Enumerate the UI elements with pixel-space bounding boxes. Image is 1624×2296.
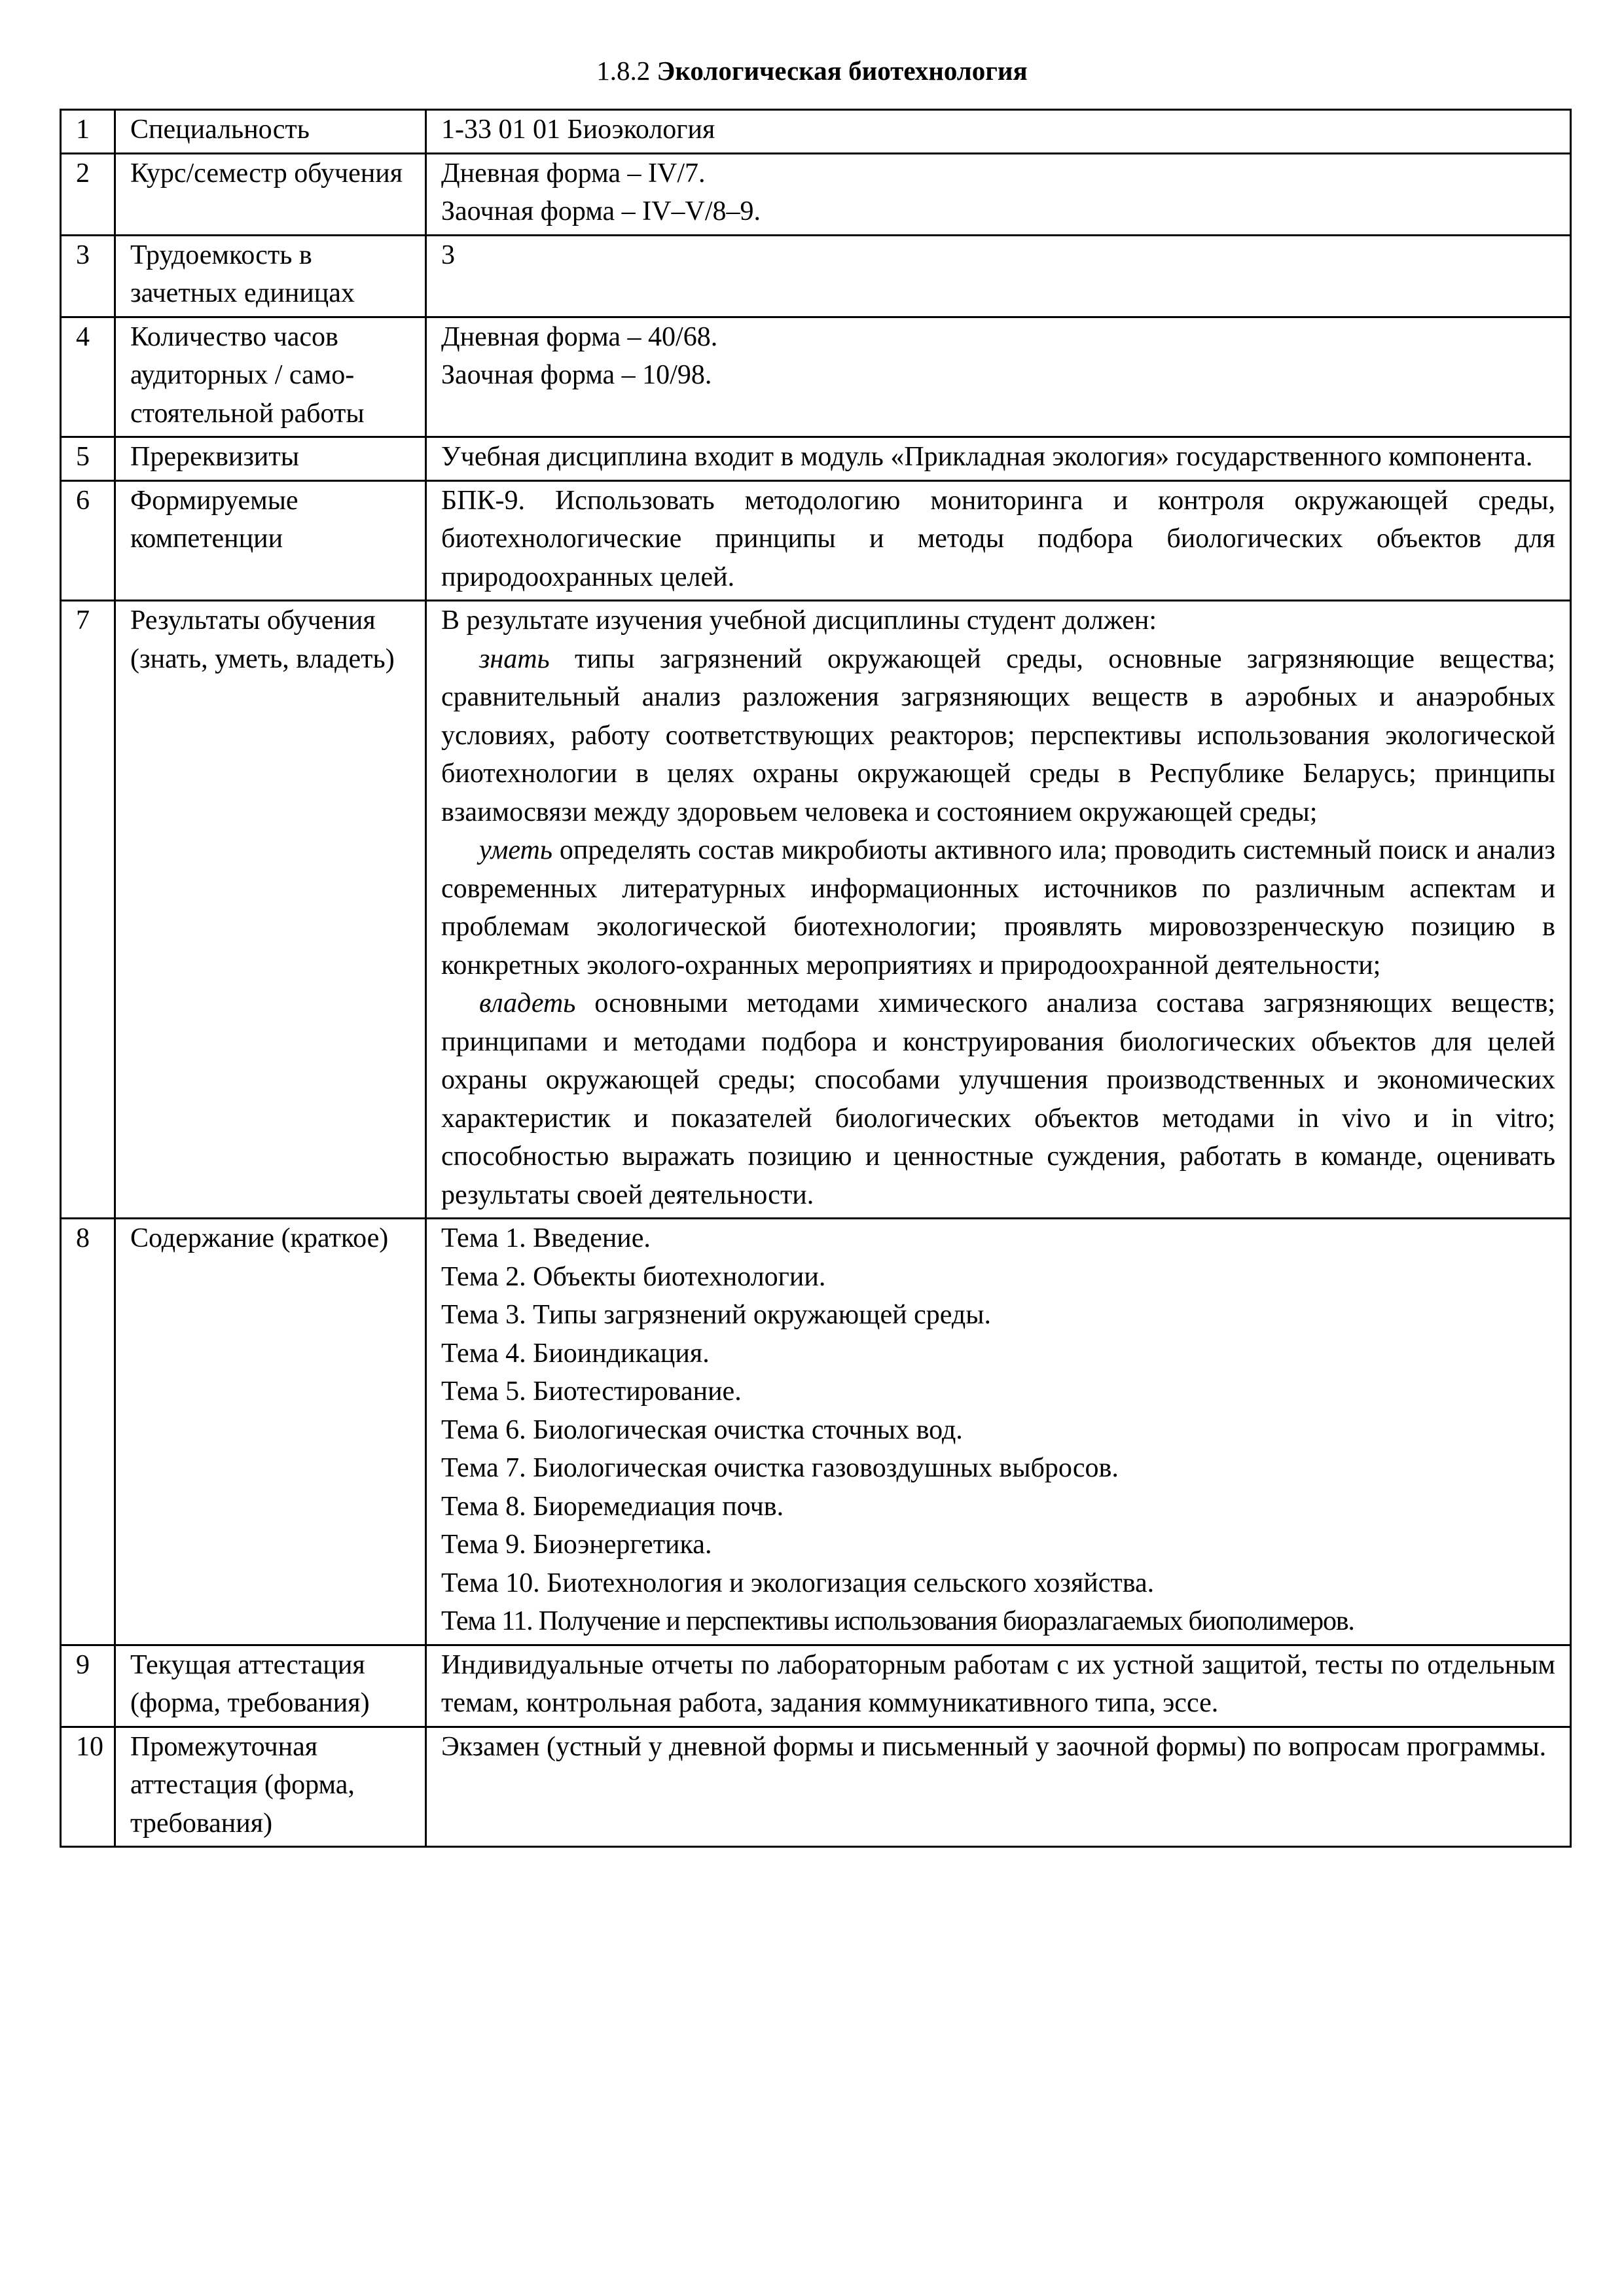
row-number: 1 bbox=[61, 110, 115, 154]
row-value bbox=[426, 153, 1571, 235]
row-number: 2 bbox=[61, 153, 115, 235]
table-row bbox=[61, 1727, 1571, 1847]
row-number: 6 bbox=[61, 480, 115, 601]
topic-item: Тема 4. Биоиндикация. bbox=[441, 1338, 710, 1369]
row-number: 10 bbox=[61, 1727, 115, 1847]
row-value bbox=[426, 235, 1571, 317]
row-label: Промежуточная аттестация (форма, требования) bbox=[115, 1727, 426, 1847]
row-number: 7 bbox=[61, 601, 115, 1219]
outcome-text: определять состав микробиоты активного ила; проводить системный поиск и анализ современных литературных информационных источников по различным аспектам и проблемам экологической биотехнологии; проявлять мировоззренческую позицию в конкретных эколого-охранных мероприятиях и природоохранной деятельности; bbox=[441, 835, 1555, 980]
table-row bbox=[61, 1645, 1571, 1727]
table-row bbox=[61, 437, 1571, 481]
value-line: Дневная форма – IV/7. bbox=[441, 158, 706, 188]
table-row bbox=[61, 110, 1571, 154]
value-line: 3 bbox=[441, 240, 455, 270]
course-info-table bbox=[60, 109, 1572, 1848]
row-number: 4 bbox=[61, 317, 115, 437]
value-line: Заочная форма – 10/98. bbox=[441, 360, 712, 390]
row-value bbox=[426, 601, 1571, 1219]
page-title bbox=[0, 54, 1624, 88]
table-row bbox=[61, 1219, 1571, 1645]
row-label: Результаты обучения (знать, уметь, владеть) bbox=[115, 601, 426, 1219]
table-row bbox=[61, 480, 1571, 601]
row-number: 5 bbox=[61, 437, 115, 481]
row-label: Курс/семестр обучения bbox=[115, 153, 426, 235]
row-label: Специальность bbox=[115, 110, 426, 154]
outcome-text: основными методами химического анализа состава загрязняющих веществ; принципами и методами подбора и конструирования биологических объектов для целей охраны окружающей среды; способами улучшения производственных и экономических характеристик и показателей биологических объектов методами in vivo и in vitro; способностью выражать позицию и ценностные суждения, работать в команде, оценивать результаты своей деятельности. bbox=[441, 988, 1555, 1210]
topic-item: Тема 9. Биоэнергетика. bbox=[441, 1530, 712, 1560]
row-label: Трудоемкость в зачетных единицах bbox=[115, 235, 426, 317]
outcome-text: типы загрязнений окружающей среды, основные загрязняющие вещества; сравнительный анализ разложения загрязняющих веществ в аэробных и анаэробных условиях, работу соответствующих реакторов; перспективы использования экологической биотехнологии в целях охраны окружающей среды в Республике Беларусь; принципы взаимосвязи между здоровьем человека и состоянием окружающей среды; bbox=[441, 643, 1555, 827]
section-title: Экологическая биотехнология bbox=[657, 56, 1028, 86]
topic-item: Тема 1. Введение. bbox=[441, 1223, 651, 1253]
topic-item: Тема 7. Биологическая очистка газовоздушных выбросов. bbox=[441, 1453, 1119, 1483]
topic-item: Тема 3. Типы загрязнений окружающей среды. bbox=[441, 1300, 991, 1330]
outcome-master bbox=[441, 984, 1555, 1214]
table-row bbox=[61, 153, 1571, 235]
table-row bbox=[61, 601, 1571, 1219]
value-line: 1-33 01 01 Биоэкология bbox=[441, 115, 715, 145]
outcome-keyword: владеть bbox=[479, 988, 576, 1018]
outcome-can bbox=[441, 831, 1555, 984]
outcome-know bbox=[441, 640, 1555, 832]
topic-item: Тема 5. Биотестирование. bbox=[441, 1376, 742, 1407]
topic-item: Тема 11. Получение и перспективы использования биоразлагаемых биополимеров. bbox=[441, 1606, 1354, 1636]
topic-item: Тема 2. Объекты биотехнологии. bbox=[441, 1261, 826, 1292]
row-number: 8 bbox=[61, 1219, 115, 1645]
row-value: БПК-9. Использовать методологию мониторинга и контроля окружающей среды, биотехнологические принципы и методы подбора биологических объектов для природоохранных целей. bbox=[426, 480, 1571, 601]
topic-item: Тема 10. Биотехнология и экологизация сельского хозяйства. bbox=[441, 1568, 1155, 1598]
outcomes-intro: В результате изучения учебной дисциплины студент должен: bbox=[441, 605, 1157, 636]
row-label: Количество часов аудиторных / само-стоятельной работы bbox=[115, 317, 426, 437]
row-label: Содержание (краткое) bbox=[115, 1219, 426, 1645]
row-value: Учебная дисциплина входит в модуль «Прикладная экология» государственного компонента. bbox=[426, 437, 1571, 481]
table-row bbox=[61, 235, 1571, 317]
row-value bbox=[426, 317, 1571, 437]
row-value bbox=[426, 110, 1571, 154]
row-value bbox=[426, 1219, 1571, 1645]
row-label: Пререквизиты bbox=[115, 437, 426, 481]
topic-item: Тема 6. Биологическая очистка сточных вод. bbox=[441, 1414, 963, 1445]
row-value: Экзамен (устный у дневной формы и письменный у заочной формы) по вопросам программы. bbox=[426, 1727, 1571, 1847]
table-row bbox=[61, 317, 1571, 437]
value-line: Дневная форма – 40/68. bbox=[441, 321, 718, 352]
row-number: 9 bbox=[61, 1645, 115, 1727]
row-value: Индивидуальные отчеты по лабораторным работам с их устной защитой, тесты по отдельным темам, контрольная работа, задания коммуникативного типа, эссе. bbox=[426, 1645, 1571, 1727]
value-line: Заочная форма – IV–V/8–9. bbox=[441, 196, 761, 226]
row-label: Текущая аттестация (форма, требования) bbox=[115, 1645, 426, 1727]
row-number: 3 bbox=[61, 235, 115, 317]
outcome-keyword: уметь bbox=[479, 835, 552, 865]
outcome-keyword: знать bbox=[479, 643, 550, 674]
section-number: 1.8.2 bbox=[596, 56, 651, 86]
row-label: Формируемые компетенции bbox=[115, 480, 426, 601]
topic-item: Тема 8. Биоремедиация почв. bbox=[441, 1491, 784, 1522]
